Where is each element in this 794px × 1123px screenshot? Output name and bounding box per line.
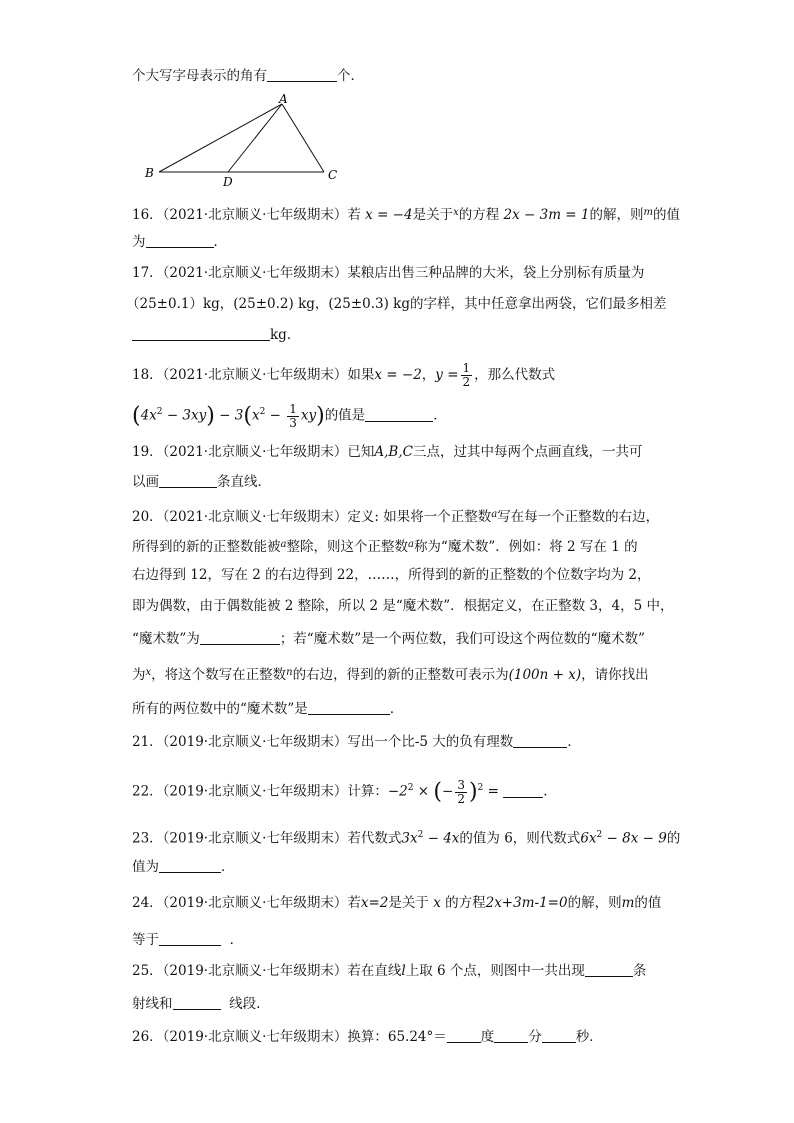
label-d: D	[223, 175, 233, 188]
question-16: 16．（2021·北京顺义·七年级期末）若 x = −4是关于$^x$的方程 2x − 3m = 1的解，则$^m$的值	[132, 207, 680, 223]
answer-blank[interactable]	[542, 1027, 576, 1043]
fraction-three-halves: $\frac{3}{2}$	[457, 777, 465, 806]
question-19: 19．（2021·北京顺义·七年级期末）已知A,B,C三点，过其中每两个点画直线，一共可	[132, 444, 643, 460]
label-a: A	[279, 92, 288, 106]
question-21: 21．（2019·北京顺义·七年级期末）写出一个比-5 大的负有理数 ．	[132, 734, 581, 750]
question-17: 17．（2021·北京顺义·七年级期末）某粮店出售三种品牌的大米，袋上分别标有质量为	[132, 265, 645, 281]
question-17-line2: （25±0.1）kg，(25±0.2) kg，(25±0.3) kg的字样，其中任意拿出两袋，它们最多相差	[126, 296, 667, 312]
answer-blank[interactable]	[308, 699, 390, 715]
answer-blank[interactable]	[447, 1027, 481, 1043]
answer-blank[interactable]	[503, 782, 543, 798]
label-c: C	[328, 168, 338, 182]
question-20-line4: 即为偶数，由于偶数能被 2 整除，所以 2 是“魔术数”．根据定义，在正整数 3，4，5 中，	[132, 598, 674, 614]
answer-blank[interactable]	[267, 66, 337, 82]
answer-blank[interactable]	[173, 994, 221, 1010]
question-20: 20．（2021·北京顺义·七年级期末）定义: 如果将一个正整数$^a$写在每一个正整数的右边，	[132, 509, 660, 525]
answer-blank[interactable]	[132, 325, 270, 341]
answer-blank[interactable]	[159, 857, 221, 873]
question-23: 23．（2019·北京顺义·七年级期末）若代数式$3x^2 - 4x$的值为 6，则代数式$6x^2 - 8x - 9$的	[132, 830, 681, 847]
triangle-figure	[140, 92, 345, 188]
question-18-line2: $(4x^2 - 3xy) - 3(x^2$ − $\frac{1}{3}$ xy)的值是 ．	[132, 401, 447, 430]
answer-blank[interactable]	[365, 406, 433, 422]
question-26: 26．（2019·北京顺义·七年级期末）换算：65.24°＝ 度 分 秒．	[132, 1029, 603, 1045]
question-19-line2: 以画 条直线．	[132, 474, 271, 490]
question-15-tail: 个大写字母表示的角有 个．	[132, 68, 364, 84]
question-23-line2: 值为 ．	[132, 859, 235, 875]
question-20-line7: 所有的两位数中的“魔术数”是 ．	[132, 701, 404, 717]
fraction-one-third: $\frac{1}{3}$	[289, 401, 297, 430]
question-20-line6: 为$^x$，将这个数写在正整数$^n$的右边，得到的新的正整数可表示为(100n + x)，请你找出	[132, 667, 649, 683]
label-b: B	[145, 166, 154, 180]
question-20-line5: “魔术数”为 ；若“魔术数”是一个两位数，我们可设这个两位数的“魔术数”	[132, 631, 645, 647]
answer-blank[interactable]	[200, 629, 280, 645]
question-20-line2: 所得到的新的正整数能被$^a$整除，则这个正整数$^a$称为“魔术数”．例如：将 2 写在 1 的	[132, 539, 638, 555]
question-25-line2: 射线和 线段.	[132, 996, 261, 1012]
question-22: 22．（2019·北京顺义·七年级期末）计算：$-2^2$ × (− $\frac{3}{2}$ )$^2$ = .	[132, 777, 548, 806]
answer-blank[interactable]	[159, 472, 217, 488]
question-17-line3: kg．	[132, 325, 664, 345]
answer-blank[interactable]	[513, 732, 567, 748]
fraction-one-half: $\frac{1}{2}$	[462, 361, 471, 389]
answer-blank[interactable]	[585, 961, 633, 977]
answer-blank[interactable]	[494, 1027, 528, 1043]
question-16-line2: 为 ．	[132, 234, 227, 250]
question-24-line2: 等于 ．	[132, 932, 244, 948]
question-20-line3: 右边得到 12，写在 2 的右边得到 22，……，所得到的新的正整数的个位数字均为 2，	[132, 567, 651, 583]
answer-blank[interactable]	[159, 930, 221, 946]
question-18: 18．（2021·北京顺义·七年级期末）如果x = −2，y = $\frac{1}{2}$ ，那么代数式	[132, 361, 556, 389]
answer-blank[interactable]	[146, 232, 214, 248]
question-25: 25．（2019·北京顺义·七年级期末）若在直线l上取 6 个点，则图中一共出现 条	[132, 963, 647, 979]
question-24: 24．（2019·北京顺义·七年级期末）若x=2是关于 x 的方程2x+3m-1=0的解，则m的值	[132, 895, 662, 911]
